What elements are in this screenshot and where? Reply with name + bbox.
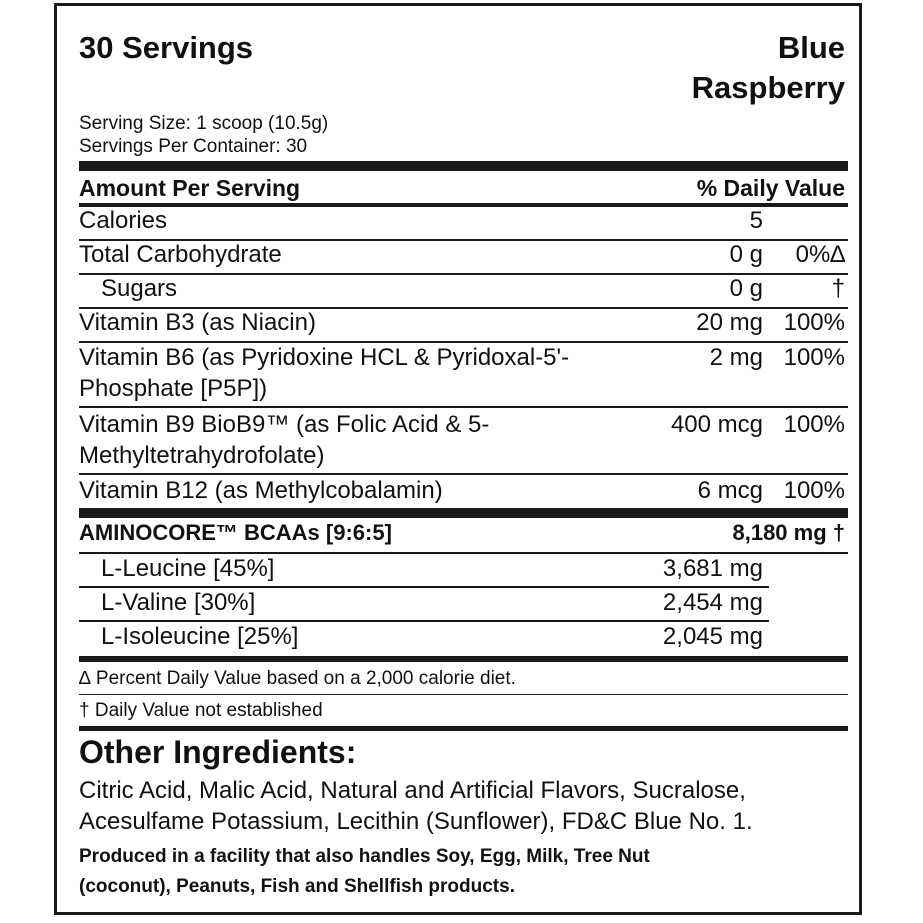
nutrient-name-line-2: Methyltetrahydrofolate) xyxy=(79,442,325,469)
blend-name: AMINOCORE™ BCAAs [9:6:5] xyxy=(79,520,392,545)
serving-size: Serving Size: 1 scoop (10.5g) xyxy=(79,113,329,134)
row-divider xyxy=(79,473,848,475)
thick-rule-ingredients xyxy=(79,726,848,731)
row-divider xyxy=(79,341,848,343)
nutrient-amount: 0 g xyxy=(729,241,763,268)
nutrient-dv: 100% xyxy=(783,344,845,371)
thick-rule-blend xyxy=(79,508,848,518)
nutrient-amount: 5 xyxy=(749,207,763,234)
servings-title: 30 Servings xyxy=(79,30,254,65)
supplement-facts-panel xyxy=(54,3,862,915)
daily-value-header: % Daily Value xyxy=(696,175,845,201)
nutrient-name-line-1: Vitamin B6 (as Pyridoxine HCL & Pyridoxal-5'- xyxy=(79,344,570,371)
nutrient-amount: 0 g xyxy=(729,275,763,302)
nutrient-name-line-1: Vitamin B9 BioB9™ (as Folic Acid & 5- xyxy=(79,411,490,438)
footnote-delta: ∆ Percent Daily Value based on a 2,000 calorie diet. xyxy=(79,668,516,689)
nutrient-dv: † xyxy=(831,275,845,302)
blend-item-amount: 3,681 mg xyxy=(662,555,763,582)
row-divider xyxy=(79,620,769,622)
nutrient-dv: 100% xyxy=(783,411,845,438)
servings-per-container: Servings Per Container: 30 xyxy=(79,136,308,157)
nutrient-name: Sugars xyxy=(101,275,178,302)
blend-item-name: L-Isoleucine [25%] xyxy=(101,623,299,650)
flavor-line-1: Blue xyxy=(777,30,845,65)
nutrient-amount: 400 mcg xyxy=(670,411,763,438)
blend-item-amount: 2,045 mg xyxy=(662,623,763,650)
blend-item-name: L-Leucine [45%] xyxy=(101,555,275,582)
thick-rule-bottom xyxy=(79,656,848,662)
nutrient-amount: 20 mg xyxy=(696,309,763,336)
amount-per-serving-header: Amount Per Serving xyxy=(79,175,301,201)
nutrient-dv: 0%∆ xyxy=(795,241,845,268)
nutrient-name: Calories xyxy=(79,207,168,234)
nutrient-name: Vitamin B12 (as Methylcobalamin) xyxy=(79,477,443,504)
nutrient-amount: 6 mcg xyxy=(697,477,763,504)
nutrient-dv: 100% xyxy=(783,309,845,336)
footnote-dagger: † Daily Value not established xyxy=(79,700,323,721)
ingredients-line-1: Citric Acid, Malic Acid, Natural and Artificial Flavors, Sucralose, xyxy=(79,777,746,804)
row-divider xyxy=(79,586,769,588)
medium-rule xyxy=(79,203,848,207)
row-divider xyxy=(79,694,848,695)
nutrient-name: Total Carbohydrate xyxy=(79,241,282,268)
nutrient-dv: 100% xyxy=(783,477,845,504)
blend-item-amount: 2,454 mg xyxy=(662,589,763,616)
nutrient-name: Vitamin B3 (as Niacin) xyxy=(79,309,316,336)
ingredients-line-2: Acesulfame Potassium, Lecithin (Sunflower), FD&C Blue No. 1. xyxy=(79,808,753,835)
blend-item-name: L-Valine [30%] xyxy=(101,589,256,616)
blend-amount: 8,180 mg † xyxy=(732,520,845,545)
nutrient-name-line-2: Phosphate [P5P]) xyxy=(79,375,268,402)
thick-rule-top xyxy=(79,161,848,171)
row-divider xyxy=(79,406,848,408)
row-divider xyxy=(79,552,848,554)
other-ingredients-title: Other Ingredients: xyxy=(79,734,357,770)
allergen-line-1: Produced in a facility that also handles Soy, Egg, Milk, Tree Nut xyxy=(79,846,650,867)
allergen-line-2: (coconut), Peanuts, Fish and Shellfish products. xyxy=(79,876,515,897)
flavor-line-2: Raspberry xyxy=(691,70,845,105)
nutrient-amount: 2 mg xyxy=(709,344,763,371)
